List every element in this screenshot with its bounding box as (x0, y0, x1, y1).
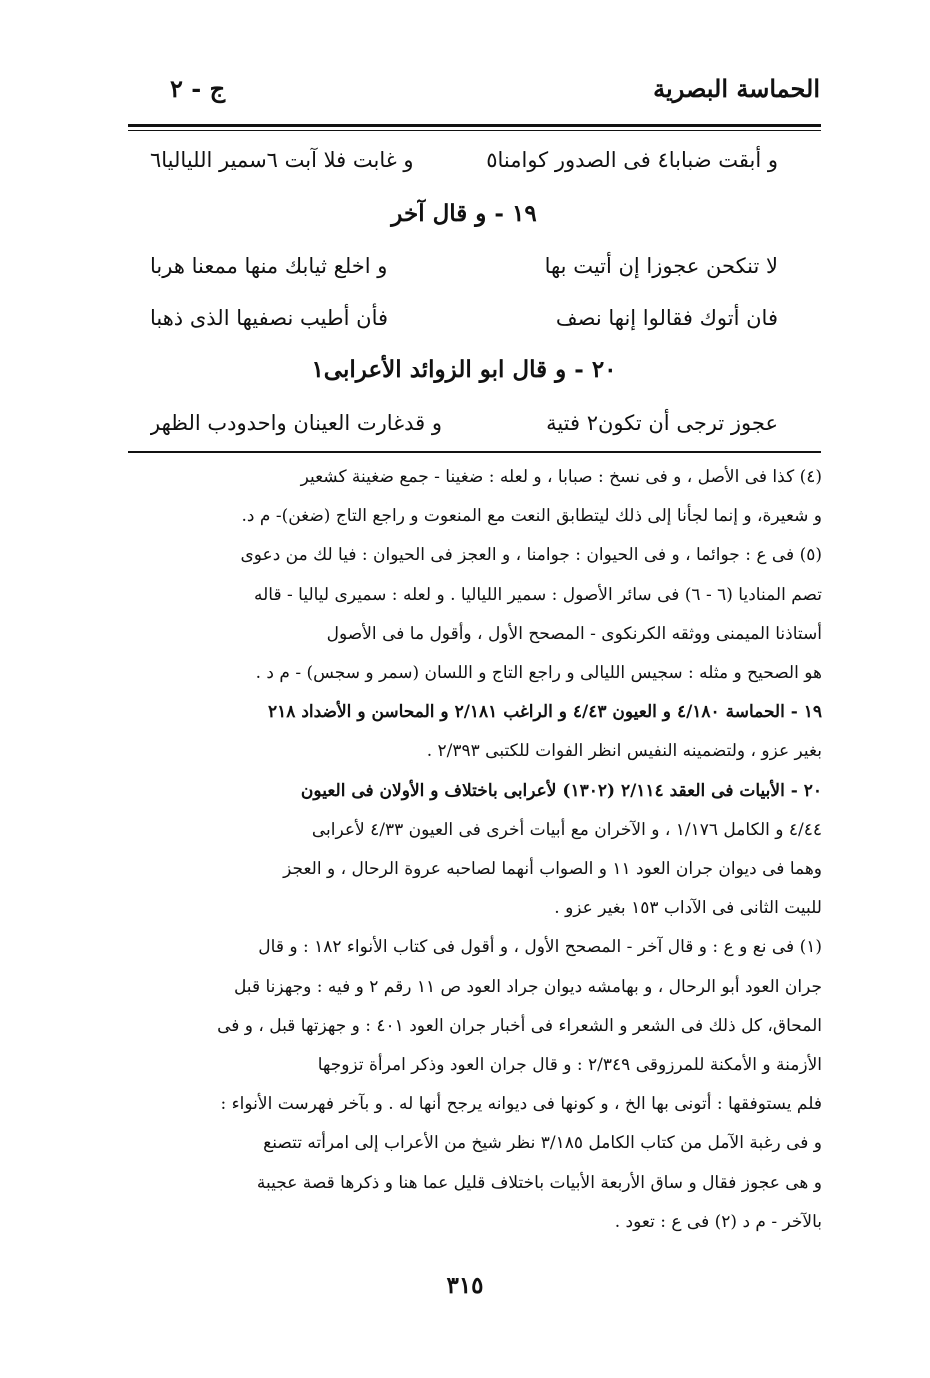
footnote-line: الأزمنة و الأمكنة للمرزوقى ٢/٣٤٩ : و قال جران العود وذكر امرأة تزوجها (317, 1055, 822, 1075)
footnote-line: ٢٠ - الأبيات فى العقد ٢/١١٤ (١٣٠٢) لأعرابى باختلاف و الأولان فى العيون (300, 781, 822, 801)
poem-heading-19: ١٩ - و قال آخر (391, 200, 537, 227)
footnote-line: للبيت الثانى فى الآداب ١٥٣ بغير عزو . (554, 898, 822, 918)
footnote-line: و فى رغبة الآمل من كتاب الكامل ٣/١٨٥ نظر شيخ من الأعراب إلى امرأته تتصنع (263, 1133, 822, 1153)
verse-line (150, 300, 778, 344)
footnote-line: ٤/٤٤ و الكامل ١/١٧٦ ، و الآخران مع أبيات أخرى فى العيون ٤/٣٣ لأعرابى (311, 820, 822, 840)
page-header (140, 72, 820, 122)
footnote-line: بالآخر - م د (٢) فى ع : تعود . (614, 1212, 822, 1232)
footnote-line: جران العود أبو الرحال ، و بهامشه ديوان جراد العود ص ١١ رقم ٢ و فيه : وجهزنا قبل (233, 977, 822, 997)
footnote-line: ١٩ - الحماسة ٤/١٨٠ و العيون ٤/٤٣ و الراغب ٢/١٨١ و المحاسن و الأضداد ٢١٨ (268, 702, 822, 722)
header-rule (128, 124, 821, 127)
page-number: ٣١٥ (446, 1272, 484, 1299)
verse-second-hemistich: فأن أطيب نصفيها الذى ذهبا (150, 306, 389, 330)
verse-second-hemistich: و قدغارت العينان واحدودب الظهر (150, 411, 443, 435)
footnote-line: المحاق، كل ذلك فى الشعر و الشعراء فى أخبار جران العود ٤٠١ : و جهزتها قبل ، و فى (217, 1016, 822, 1036)
volume-mark: ج - ٢ (170, 74, 226, 103)
verse-line (150, 142, 778, 186)
verse-second-hemistich: و اخلع ثيابك منها ممعنا هربا (150, 254, 388, 278)
verse-line (150, 248, 778, 292)
verse-first-hemistich: و أبقت ضبابا٤ فى الصدور كوامنا٥ (486, 148, 778, 172)
footnote-line: أستاذنا الميمنى ووثقه الكرنكوى - المصحح الأول ، وأقول ما فى الأصول (326, 624, 822, 644)
footnote-line: هو الصحيح و مثله : سجيس الليالى و راجع التاج و اللسان (سمر و سجس) - م د . (255, 663, 822, 683)
footnote-line: (٤) كذا فى الأصل ، و فى نسخ : صبابا ، و لعله : ضغينا - جمع ضغينة كشعير (300, 467, 822, 487)
poem-heading-20: ٢٠ - و قال ابو الزوائد الأعرابى١ (311, 356, 617, 383)
verse-first-hemistich: عجوز ترجى أن تكون٢ فتية (546, 411, 778, 435)
verse-line (150, 405, 778, 449)
footnote-line: وهما فى ديوان جران العود ١١ و الصواب أنهما لصاحبه عروة الرحال ، و العجز (283, 859, 822, 879)
footnote-line: و هى عجوز فقال و ساق الأربعة الأبيات باختلاف قليل عما هنا و ذكرها قصة عجيبة (256, 1173, 822, 1193)
footnote-line: تصم المناديا (٦ - ٦) فى سائر الأصول : سمير اللياليا . و لعله : سميرى لياليا - قاله (253, 585, 822, 605)
running-title: الحماسة البصرية (653, 74, 820, 103)
footnote-line: بغير عزو ، ولتضمينه النفيس انظر الفوات للكتبى ٢/٣٩٣ . (426, 741, 822, 761)
footnotes-rule (128, 451, 821, 453)
footnote-line: فلم يستوفقها : أتونى بها الخ ، و كونها فى ديوانه يرجح أنها له . و بآخر فهرست الأنواء : (220, 1094, 822, 1114)
footnote-line: (١) فى نع و ع : و قال آخر - المصحح الأول ، و أقول فى كتاب الأنواء ١٨٢ : و قال (258, 937, 822, 957)
header-rule-thin (128, 130, 821, 131)
verse-second-hemistich: و غابت فلا آبت ٦سمير اللياليا٦ (150, 148, 414, 172)
verse-first-hemistich: لا تنكحن عجوزا إن أتيت بها (544, 254, 778, 278)
verse-first-hemistich: فان أتوك فقالوا إنها نصف (555, 306, 778, 330)
footnote-line: (٥) فى ع : جوائما ، و فى الحيوان : جوامنا ، و العجز فى الحيوان : فيا لك من دعوى (240, 545, 822, 565)
footnote-line: و شعيرة، و إنما لجأنا إلى ذلك ليتطابق النعت مع المنعوت و راجع التاج (ضغن)- م د. (241, 506, 822, 526)
